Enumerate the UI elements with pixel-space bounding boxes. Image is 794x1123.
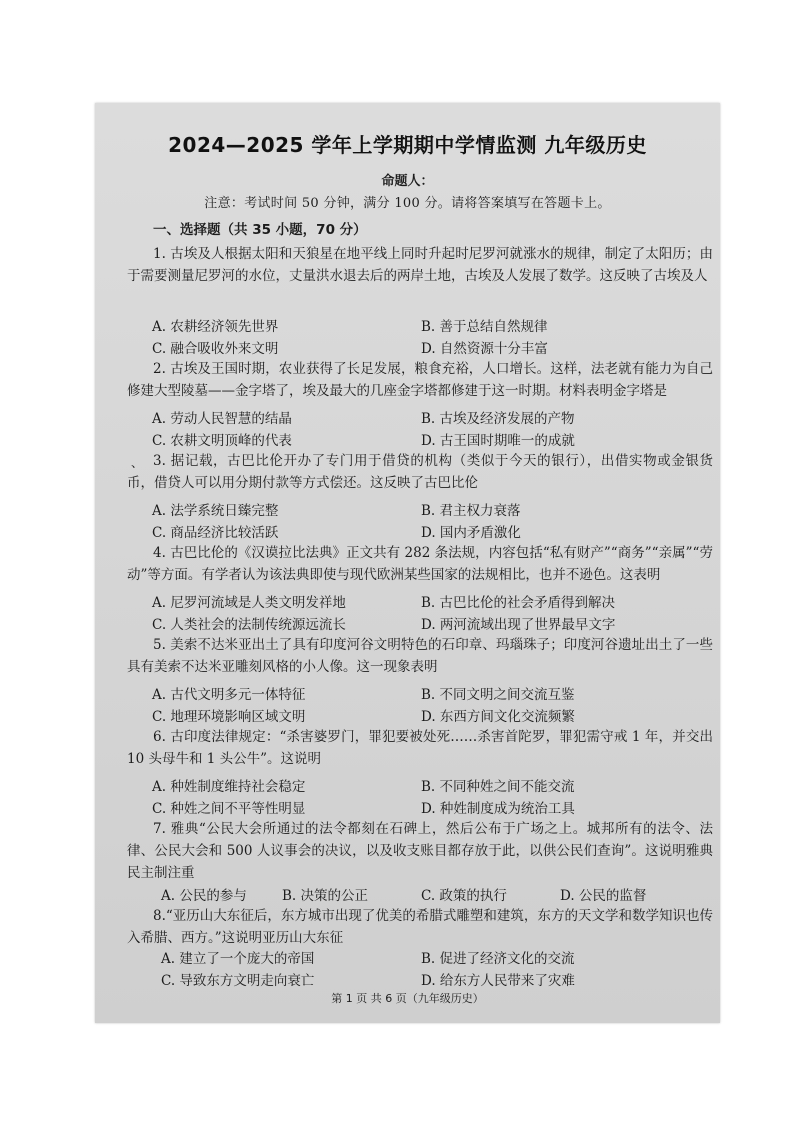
question-4-option-d[interactable]: D. 两河流域出现了世界最早文字 (421, 617, 616, 633)
question-8-option-a[interactable]: A. 建立了一个庞大的帝国 (161, 951, 315, 967)
question-3-option-d[interactable]: D. 国内矛盾激化 (421, 525, 521, 541)
question-6-option-c[interactable]: C. 种姓之间不平等性明显 (152, 801, 306, 817)
question-7-option-c[interactable]: C. 政策的执行 (421, 888, 507, 904)
question-8-option-b[interactable]: B. 促进了经济文化的交流 (421, 951, 575, 967)
question-4-option-c[interactable]: C. 人类社会的法制传统源远流长 (152, 617, 346, 633)
question-8-option-c[interactable]: C. 导致东方文明走向衰亡 (161, 973, 315, 989)
question-2-option-b[interactable]: B. 古埃及经济发展的产物 (421, 411, 575, 427)
question-3-option-c[interactable]: C. 商品经济比较活跃 (152, 525, 279, 541)
question-7-option-d[interactable]: D. 公民的监督 (560, 888, 647, 904)
exam-title: 2024—2025 学年上学期期中学情监测 九年级历史 (168, 133, 647, 157)
question-6-option-b[interactable]: B. 不同种姓之间不能交流 (421, 779, 575, 795)
page-footer: 第 1 页 共 6 页（九年级历史） (331, 992, 484, 1005)
question-5-option-c[interactable]: C. 地理环境影响区域文明 (152, 709, 306, 725)
question-2-option-c[interactable]: C. 农耕文明顶峰的代表 (152, 433, 292, 449)
stray-mark: 、 (131, 456, 144, 470)
question-8-stem: 8.“亚历山大东征后，东方城市出现了优美的希腊式雕塑和建筑，东方的天文学和数学知识也传入希腊、西方。”这说明亚历山大东征 (127, 908, 713, 946)
question-3-option-b[interactable]: B. 君主权力衰落 (421, 503, 521, 519)
exam-notice: 注意：考试时间 50 分钟，满分 100 分。请将答案填写在答题卡上。 (204, 196, 611, 211)
question-6-option-a[interactable]: A. 种姓制度维持社会稳定 (152, 779, 306, 795)
question-4-stem: 4. 古巴比伦的《汉谟拉比法典》正文共有 282 条法规，内容包括“私有财产”“商务”“亲属”“劳动”等方面。有学者认为该法典即使与现代欧洲某些国家的法规相比，也并不逊色。这表明 (127, 545, 713, 583)
question-2-option-d[interactable]: D. 古王国时期唯一的成就 (421, 433, 575, 449)
question-2-option-a[interactable]: A. 劳动人民智慧的结晶 (152, 411, 292, 427)
question-5-option-a[interactable]: A. 古代文明多元一体特征 (152, 687, 306, 703)
exam-page (95, 103, 720, 1023)
author-line: 命题人： (381, 174, 434, 189)
question-5-option-d[interactable]: D. 东西方间文化交流频繁 (421, 709, 575, 725)
question-6-stem: 6. 古印度法律规定：“杀害婆罗门，罪犯要被处死……杀害首陀罗，罪犯需守戒 1 年，并交出 10 头母牛和 1 头公牛”。这说明 (127, 729, 713, 767)
question-7-stem: 7. 雅典“公民大会所通过的法令都刻在石碑上，然后公布于广场之上。城邦所有的法令、法律、公民大会和 500 人议事会的决议，以及收支账目都存放于此，以供公民们查询”。这说明雅典民主制注重 (127, 821, 713, 881)
question-4-option-b[interactable]: B. 古巴比伦的社会矛盾得到解决 (421, 595, 616, 611)
question-1-option-b[interactable]: B. 善于总结自然规律 (421, 319, 548, 335)
question-3-option-a[interactable]: A. 法学系统日臻完整 (152, 503, 279, 519)
question-1-option-a[interactable]: A. 农耕经济领先世界 (152, 319, 279, 335)
question-3-stem: 3. 据记载，古巴比伦开办了专门用于借贷的机构（类似于今天的银行），出借实物或金银货币，借贷人可以用分期付款等方式偿还。这反映了古巴比伦 (127, 453, 713, 491)
question-1-stem: 1. 古埃及人根据太阳和天狼星在地平线上同时升起时尼罗河就涨水的规律，制定了太阳历；由于需要测量尼罗河的水位，丈量洪水退去后的两岸土地，古埃及人发展了数学。这反映了古埃及人 (127, 246, 713, 284)
question-1-option-c[interactable]: C. 融合吸收外来文明 (152, 341, 279, 357)
question-7-option-b[interactable]: B. 决策的公正 (282, 888, 369, 904)
question-5-stem: 5. 美索不达米亚出土了具有印度河谷文明特色的石印章、玛瑙珠子；印度河谷遗址出土了一些具有美索不达米亚雕刻风格的小人像。这一现象表明 (127, 637, 713, 675)
question-7-option-a[interactable]: A. 公民的参与 (161, 888, 247, 904)
question-1-option-d[interactable]: D. 自然资源十分丰富 (421, 341, 548, 357)
section-heading: 一、选择题（共 35 小题，70 分） (153, 222, 367, 238)
question-2-stem: 2. 古埃及王国时期，农业获得了长足发展，粮食充裕，人口增长。这样，法老就有能力为自己修建大型陵墓——金字塔了，埃及最大的几座金字塔都修建于这一时期。材料表明金字塔是 (127, 361, 713, 399)
question-8-option-d[interactable]: D. 给东方人民带来了灾难 (421, 973, 575, 989)
question-6-option-d[interactable]: D. 种姓制度成为统治工具 (421, 801, 575, 817)
question-4-option-a[interactable]: A. 尼罗河流域是人类文明发祥地 (152, 595, 346, 611)
question-5-option-b[interactable]: B. 不同文明之间交流互鉴 (421, 687, 575, 703)
